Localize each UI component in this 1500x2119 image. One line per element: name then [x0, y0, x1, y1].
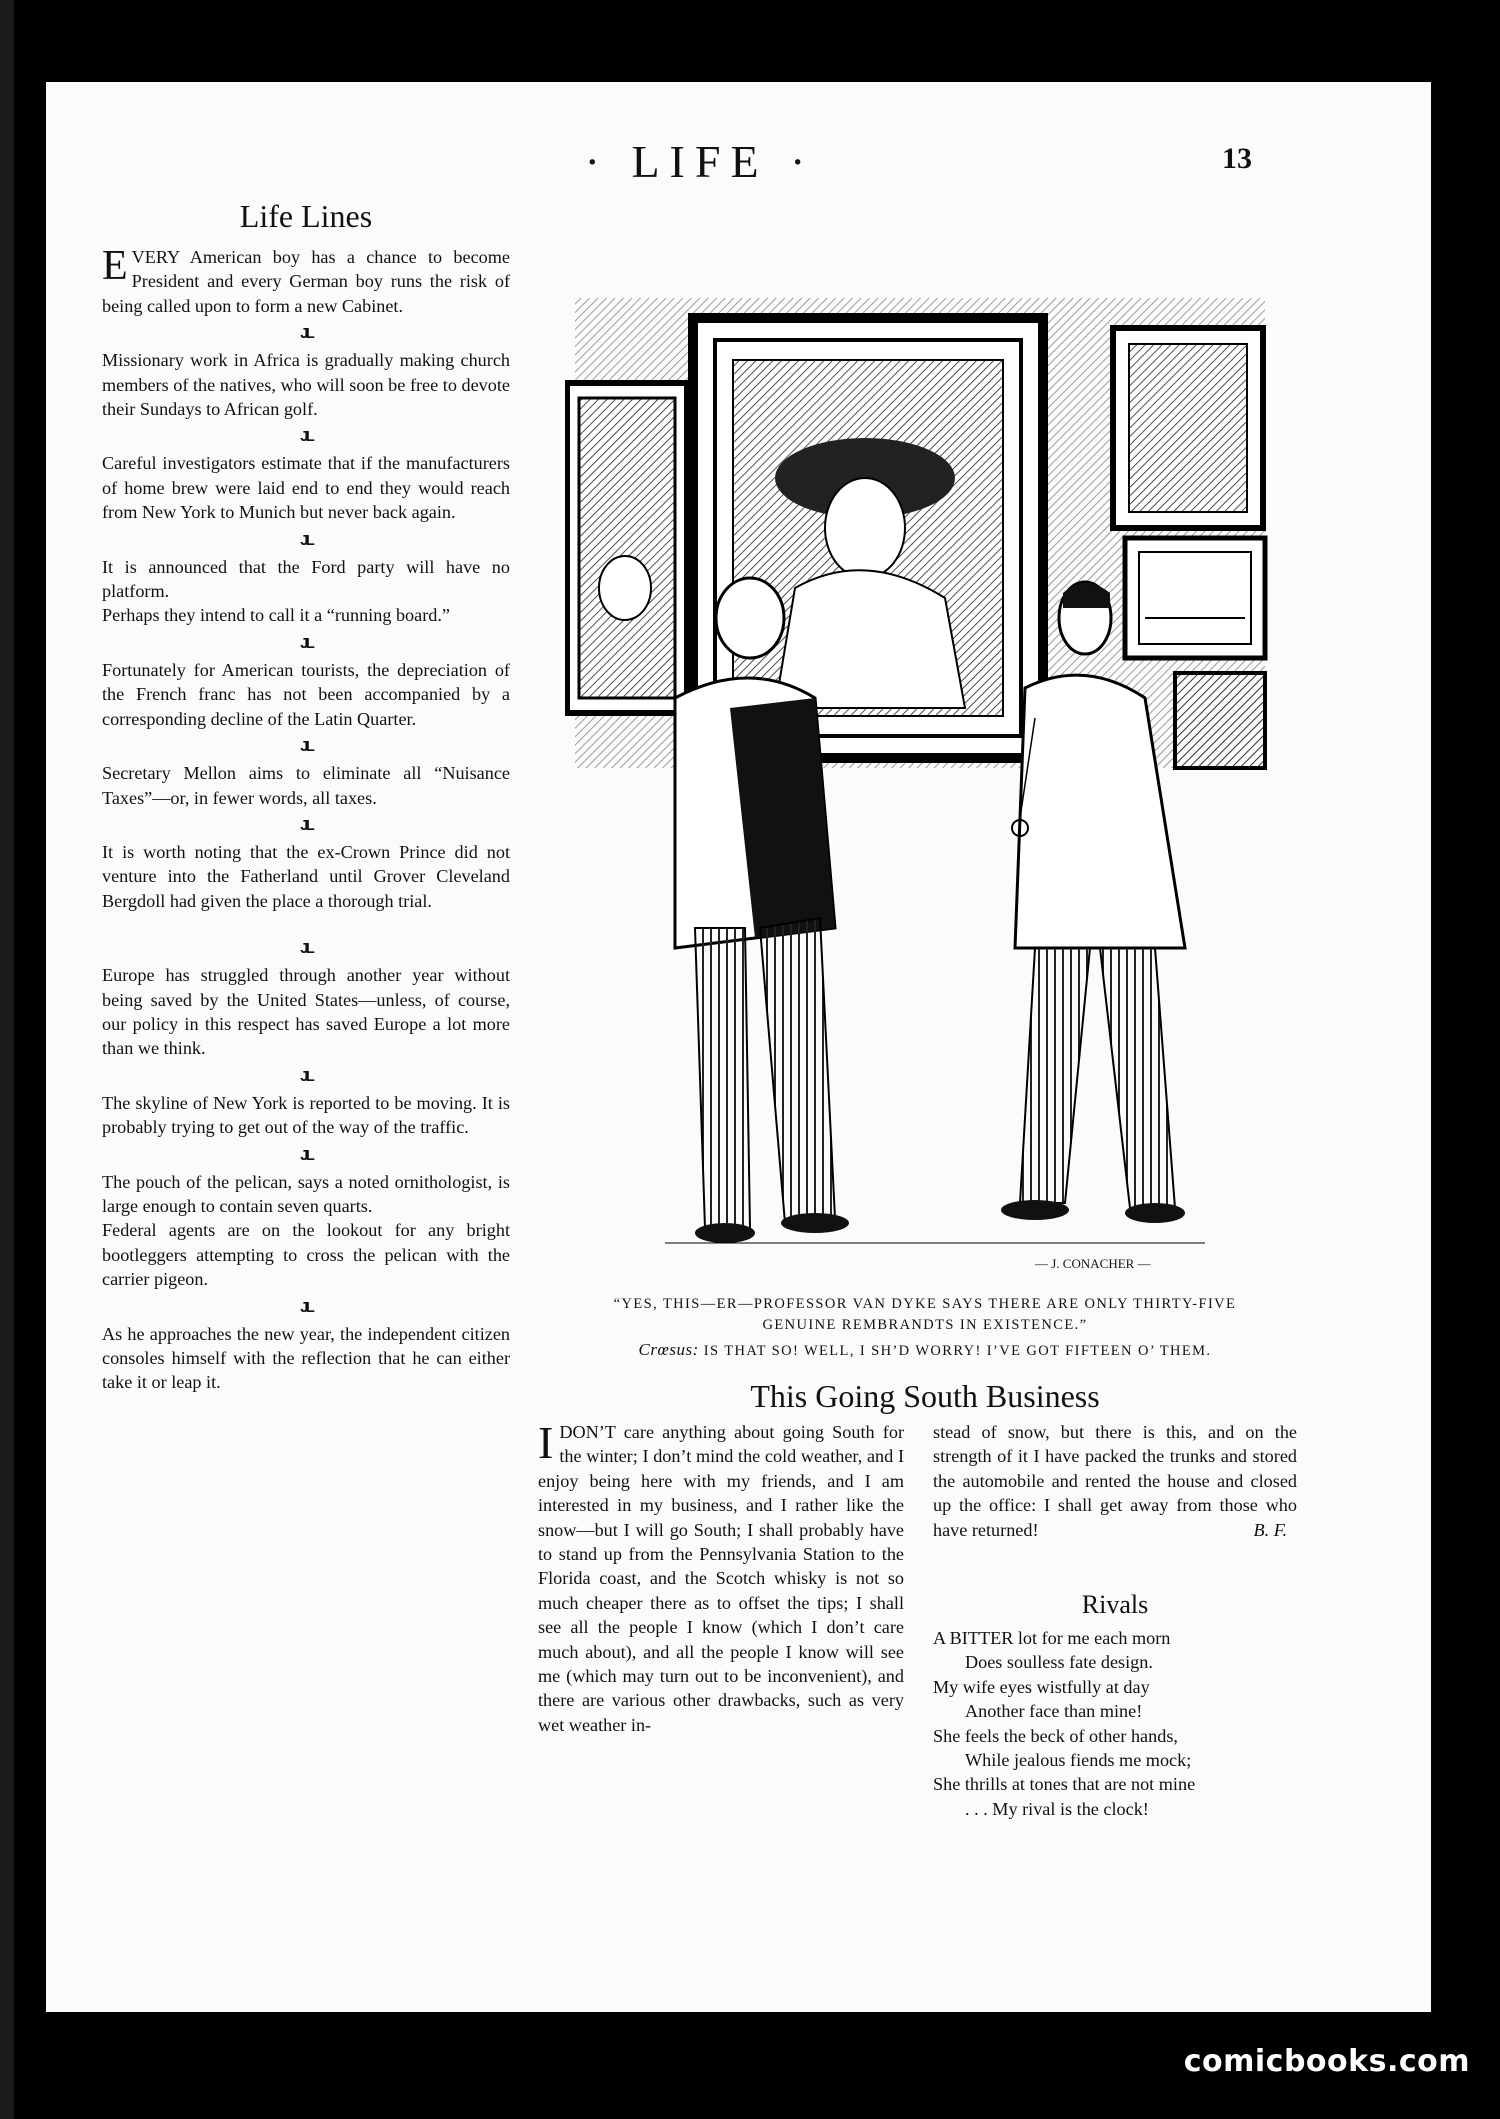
speaker-name: Crœsus: [638, 1340, 699, 1359]
caption-line-2: GENUINE REMBRANDTS IN EXISTENCE.” [762, 1317, 1088, 1333]
life-line-item: Missionary work in Africa is gradually making church members of the natives, who will soon be free to devote their Sundays to African golf. [102, 350, 510, 420]
poem-line: Another face than mine! [965, 1701, 1143, 1722]
caption-line-1: “YES, THIS—ER—PROFESSOR VAN DYKE SAYS THERE ARE ONLY THIRTY-FIVE [613, 1296, 1237, 1312]
poem-line: While jealous fiends me mock; [965, 1750, 1192, 1771]
life-lines-title: Life Lines [239, 198, 373, 234]
cartoon-illustration [565, 288, 1275, 1288]
life-line-item: The skyline of New York is reported to be moving. It is probably trying to get out of the way of the traffic. [102, 1092, 510, 1138]
poem [933, 1626, 1303, 1821]
watermark: comicbooks.com [1183, 2044, 1470, 2079]
book-spine [0, 0, 14, 2119]
life-line-item: It is worth noting that the ex-Crown Prince did not venture into the Fatherland until Grover Cleveland Bergdoll had given the place a thorough trial. [102, 841, 510, 911]
poem-line: Does soulless fate design. [965, 1652, 1153, 1673]
life-line-item: Europe has struggled through another year without being saved by the United States—unless, of course, our policy in this respect has saved Europe a lot more than we think. [102, 965, 510, 1059]
life-line-item: Fortunately for American tourists, the depreciation of the French franc has not been accompanied by a corresponding decline of the Latin Quarter. [102, 659, 510, 729]
separator-ornament: JL [300, 816, 312, 834]
life-line-item: As he approaches the new year, the independent citizen consoles himself with the reflection that he can either take it or leap it. [102, 1323, 510, 1393]
life-line-item [102, 245, 510, 318]
life-line-item: It is announced that the Ford party will have no platform. Perhaps they intend to call it a “running board.” [102, 556, 510, 626]
item-text: VERY American boy has a chance to become President and every German boy runs the risk of being called upon to form a new Cabinet. [102, 247, 510, 316]
poem-line: . . . My rival is the clock! [965, 1798, 1149, 1819]
separator-ornament: JL [300, 634, 312, 652]
separator-ornament: JL [300, 531, 312, 549]
dropcap: E [102, 243, 128, 289]
poem-line: She feels the beck of other hands, [933, 1725, 1178, 1746]
separator-ornament: JL [300, 428, 312, 446]
gallery-scene-drawing [565, 288, 1275, 1288]
life-line-item: Careful investigators estimate that if the manufacturers of home brew were laid end to end they would reach from New York to Munich but never back again. [102, 453, 510, 523]
page-number: 13 [1222, 142, 1252, 175]
cartoon-reply [560, 1340, 1290, 1360]
life-lines-column [102, 198, 510, 1395]
separator-ornament: JL [300, 940, 312, 958]
article-text: DON’T care anything about going South for the winter; I don’t mind the cold weather, and I enjoy being here with my friends, and I am interested in my business, and I rather like the snow—but I will go South; I shall probably have to stand up from the Pennsylvania Station to the Florida coast, and the Scotch whisky is not so much cheaper there as to offset the tips; I shall see all the people I know (which I don’t care much about), and all the people I know will see me (which may turn out to be inconvenient), and there are various other drawbacks, such as very wet weather in- [538, 1422, 904, 1735]
separator-ornament: JL [300, 1298, 312, 1316]
dropcap: I [538, 1417, 554, 1468]
poem-line: She thrills at tones that are not mine [933, 1774, 1196, 1795]
masthead: · LIFE · [584, 136, 816, 187]
life-line-item: The pouch of the pelican, says a noted ornithologist, is large enough to contain seven quarts. Federal agents are on the lookout for any bright bootleggers attempting to cross the pelican with the carrier pigeon. [102, 1171, 510, 1290]
poem-line: My wife eyes wistfully at day [933, 1676, 1150, 1697]
article-signature: B. F. [1253, 1519, 1287, 1540]
separator-ornament: JL [300, 1146, 312, 1164]
separator-ornament: JL [300, 325, 312, 343]
poem-title: Rivals [1081, 1590, 1149, 1619]
reply-text: IS THAT SO! WELL, I SH’D WORRY! I’VE GOT FIFTEEN O’ THEM. [703, 1343, 1212, 1359]
cartoon-caption [560, 1294, 1290, 1336]
article-text: stead of snow, but there is this, and on the strength of it I have packed the trunks and stored the automobile and rented the house and closed up the office: I shall get away from those who have returned! [933, 1422, 1297, 1540]
artist-signature: — J. CONACHER — [1035, 1256, 1151, 1271]
article-column-2 [933, 1420, 1297, 1542]
separator-ornament: JL [300, 738, 312, 756]
article-column-1 [538, 1417, 904, 1737]
separator-ornament: JL [300, 1067, 312, 1085]
article-title: This Going South Business [750, 1378, 1100, 1414]
life-line-item: Secretary Mellon aims to eliminate all “Nuisance Taxes”—or, in fewer words, all taxes. [102, 763, 510, 808]
poem-line: A BITTER lot for me each morn [933, 1628, 1171, 1648]
